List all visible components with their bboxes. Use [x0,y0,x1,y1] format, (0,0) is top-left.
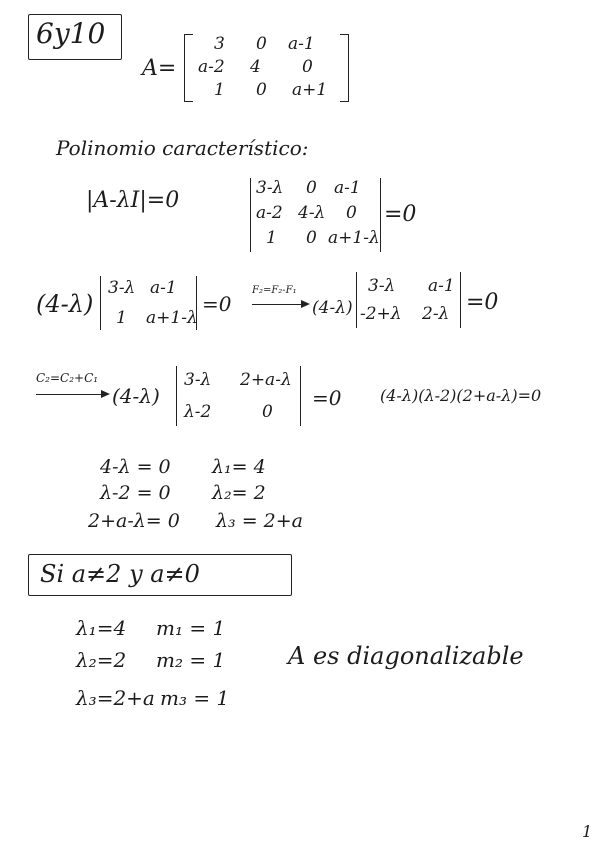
det-cell: 3-λ [368,276,396,296]
det-bar-left [100,276,101,330]
det-bar-right [380,178,381,252]
det-cell: 3-λ [184,370,212,390]
matrix-cell: a-1 [288,34,315,54]
eigenvalue: λ₁=4 [76,616,127,640]
det-cell: a-1 [334,178,361,198]
det-cell: 0 [346,203,357,223]
step1-eq2: =0 [466,290,499,315]
step2-eq: =0 [312,386,342,410]
matrix-cell: 0 [256,80,267,100]
case-condition: Si a≠2 y a≠0 [40,560,200,588]
det-cell: 3-λ [256,178,284,198]
det-cell: a+1-λ [146,308,198,328]
conclusion: A es diagonalizable [288,642,524,670]
det-bar-right [460,272,461,328]
det-cell: 2-λ [422,304,450,324]
det-cell: a-1 [428,276,455,296]
char-eq-rhs: =0 [384,202,417,227]
root-equation: λ-2 = 0 [100,482,171,504]
matrix-cell: a+1 [292,80,328,100]
root-solution: λ₁= 4 [212,456,266,478]
matrix-right-bracket [340,34,349,102]
step1-row-op: F₂=F₂-F₁ [252,285,297,296]
det-cell: a+1-λ [328,228,380,248]
det-cell: -2+λ [360,304,402,324]
step1-arrow [252,304,308,305]
matrix-cell: 0 [302,57,313,77]
det-cell: a-1 [150,278,177,298]
det-cell: 0 [262,402,273,422]
matrix-cell: 1 [214,80,225,100]
det-cell: 1 [266,228,277,248]
factored-result: (4-λ)(λ-2)(2+a-λ)=0 [380,386,542,405]
matrix-cell: 0 [256,34,267,54]
root-equation: 2+a-λ= 0 [88,510,180,532]
det-cell: 4-λ [298,203,326,223]
det-bar-left [176,366,177,426]
step2-factor: (4-λ) [112,384,160,408]
multiplicity: m₁ = 1 [156,616,226,640]
char-eq-lhs: |A-λI|=0 [86,188,180,213]
det-bar-left [250,178,251,252]
step1-eq: =0 [202,292,232,316]
root-equation: 4-λ = 0 [100,456,171,478]
det-cell: λ-2 [184,402,212,422]
multiplicity: m₂ = 1 [156,648,226,672]
eigenvalue: λ₂=2 [76,648,127,672]
section-title: Polinomio característico: [56,136,309,160]
det-bar-left [356,272,357,328]
multiplicity: m₃ = 1 [160,686,230,710]
step2-arrow [36,394,108,395]
det-cell: 0 [306,228,317,248]
det-cell: 0 [306,178,317,198]
step1-factor2: (4-λ) [312,298,353,318]
root-solution: λ₂= 2 [212,482,266,504]
step1-factor: (4-λ) [36,290,94,318]
det-cell: 3-λ [108,278,136,298]
det-cell: 2+a-λ [240,370,292,390]
matrix-cell: 3 [214,34,225,54]
det-bar-right [300,366,301,426]
matrix-label: A= [142,56,177,81]
problem-number: 6y10 [36,17,106,50]
page-number: 1 [582,822,593,841]
matrix-cell: a-2 [198,57,225,77]
eigenvalue: λ₃=2+a [76,686,155,710]
matrix-cell: 4 [250,57,261,77]
det-cell: 1 [116,308,127,328]
root-solution: λ₃ = 2+a [216,510,303,532]
matrix-left-bracket [184,34,193,102]
det-cell: a-2 [256,203,283,223]
step2-col-op: C₂=C₂+C₁ [36,371,99,385]
